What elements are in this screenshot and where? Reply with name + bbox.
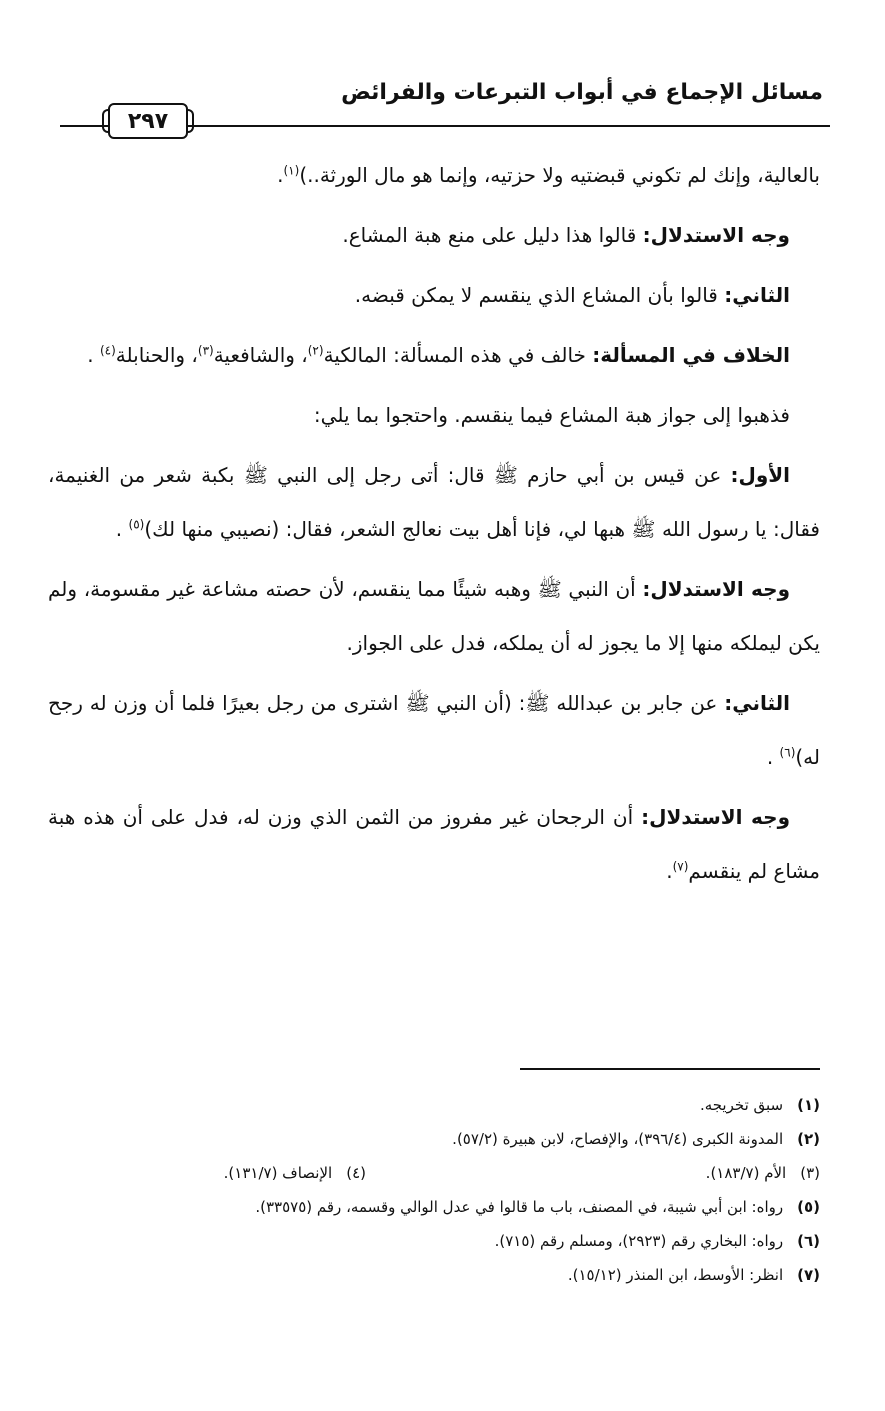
paragraph-6-text: عن قيس بن أبي حازم ﷺ قال: أتى رجل إلى النبي ﷺ بكبة شعر من الغنيمة، فقال: يا رسول الله ﷺ هبها لي، فإنا أهل بيت نعالج الشعر، فقال: (نصيبي منها لك)	[48, 463, 820, 541]
footnote-ref-6: (٦)	[779, 745, 796, 760]
footnote-number: (٣)	[800, 1164, 820, 1182]
paragraph-6	[48, 448, 820, 556]
paragraph-4-label: الخلاف في المسألة:	[592, 343, 790, 367]
footnote-5	[48, 1190, 820, 1224]
paragraph-2-label: وجه الاستدلال:	[642, 223, 790, 247]
footnote-ref-1: (١)	[283, 163, 300, 178]
page-number: ٢٩٧	[127, 108, 169, 134]
paragraph-4-text-a: خالف في هذه المسألة: المالكية	[323, 343, 593, 367]
paragraph-7-label: وجه الاستدلال:	[642, 577, 790, 601]
paragraph-1	[48, 148, 820, 202]
footnote-text: سبق تخريجه.	[699, 1096, 784, 1114]
footnote-3-4-row	[48, 1156, 820, 1190]
footnote-text: رواه: البخاري رقم (٢٩٢٣)، ومسلم رقم (٧١٥).	[494, 1232, 784, 1250]
footnote-1	[48, 1088, 820, 1122]
paragraph-9	[48, 790, 820, 898]
paragraph-3-text: قالوا بأن المشاع الذي ينقسم لا يمكن قبضه.	[354, 283, 725, 307]
paragraph-7-text: أن النبي ﷺ وهبه شيئًا مما ينقسم، لأن حصته مشاعة غير مقسومة، ولم يكن ليملكه منها إلا ما يجوز له أن يملكه، فدل على الجواز.	[48, 577, 820, 655]
footnote-text: رواه: ابن أبي شيبة، في المصنف، باب ما قالوا في عدل الوالي وقسمه، رقم (٣٣٥٧٥).	[255, 1198, 784, 1216]
paragraph-7	[48, 562, 820, 670]
footnote-number: (٤)	[346, 1164, 366, 1182]
footnote-text: الأم (١٨٣/٧).	[705, 1164, 787, 1182]
footnote-6	[48, 1224, 820, 1258]
paragraph-8-label: الثاني:	[724, 691, 790, 715]
footnote-ref-4: (٤)	[99, 343, 116, 358]
paragraph-5	[48, 388, 820, 442]
footnote-number: (٥)	[797, 1198, 820, 1216]
paragraph-4-text-c: ، والحنابلة	[115, 343, 198, 367]
paragraph-1-end: .	[277, 163, 284, 187]
paragraph-6-label: الأول:	[730, 463, 790, 487]
paragraph-2-text: قالوا هذا دليل على منع هبة المشاع.	[342, 223, 643, 247]
footnote-ref-2: (٢)	[307, 343, 324, 358]
paragraph-9-text: أن الرجحان غير مفروز من الثمن الذي وزن له، فدل على أن هذه هبة مشاع لم ينقسم	[48, 805, 820, 883]
footnote-2	[48, 1122, 820, 1156]
footnotes	[48, 1088, 820, 1292]
paragraph-8-end: .	[766, 745, 780, 769]
paragraph-3	[48, 268, 820, 322]
footnote-text: المدونة الكبرى (٣٩٦/٤)، والإفصاح، لابن هبيرة (٥٧/٢).	[452, 1130, 784, 1148]
paragraph-8	[48, 676, 820, 784]
footnote-number: (٢)	[797, 1130, 820, 1148]
footnote-ref-7: (٧)	[672, 859, 689, 874]
footnote-text: انظر: الأوسط، ابن المنذر (١٥/١٢).	[567, 1266, 784, 1284]
paragraph-4-end: .	[87, 343, 100, 367]
running-title: مسائل الإجماع في أبواب التبرعات والفرائض	[341, 80, 823, 105]
footnote-separator	[520, 1068, 820, 1070]
main-text	[48, 148, 820, 904]
paragraph-2	[48, 208, 820, 262]
footnote-text: الإنصاف (١٣١/٧).	[223, 1164, 333, 1182]
paragraph-6-end: .	[115, 517, 129, 541]
footnote-7	[48, 1258, 820, 1292]
footnote-3	[380, 1156, 820, 1190]
footnote-number: (٧)	[797, 1266, 820, 1284]
footnote-number: (١)	[797, 1096, 820, 1114]
footnote-4	[224, 1156, 366, 1190]
paragraph-1-text: بالعالية، وإنك لم تكوني قبضتيه ولا حزتيه، وإنما هو مال الورثة..)	[299, 163, 820, 187]
paragraph-4-text-b: ، والشافعية	[213, 343, 308, 367]
footnote-ref-3: (٣)	[197, 343, 214, 358]
paragraph-3-label: الثاني:	[724, 283, 790, 307]
paragraph-5-text: فذهبوا إلى جواز هبة المشاع فيما ينقسم. واحتجوا بما يلي:	[313, 403, 790, 427]
paragraph-8-text: عن جابر بن عبدالله ﷺ: (أن النبي ﷺ اشترى من رجل بعيرًا فلما أن وزن له رجح له)	[48, 691, 820, 769]
paragraph-4	[48, 328, 820, 382]
footnote-number: (٦)	[797, 1232, 820, 1250]
page-number-frame	[108, 103, 188, 139]
paragraph-9-label: وجه الاستدلال:	[641, 805, 790, 829]
footnote-ref-5: (٥)	[128, 517, 145, 532]
paragraph-9-end: .	[666, 859, 673, 883]
